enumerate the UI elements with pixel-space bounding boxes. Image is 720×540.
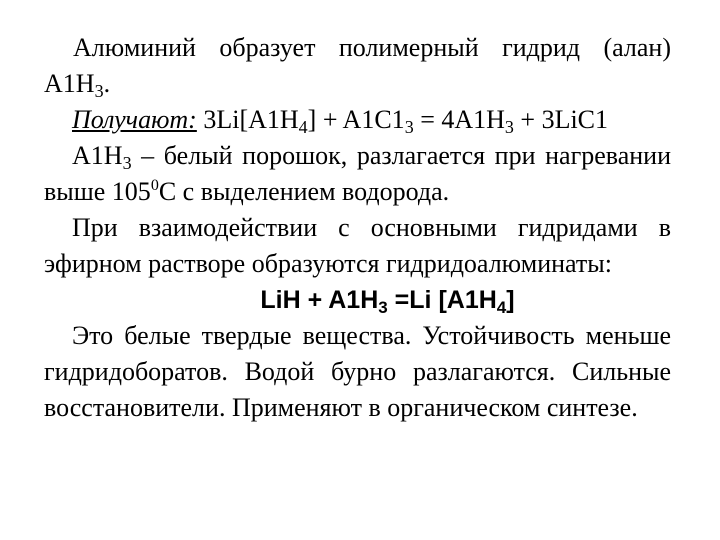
- prep-eq-part-c: = 4A1H: [413, 105, 505, 134]
- slide-content: [44, 30, 671, 426]
- reaction-sub-a: 3: [378, 298, 388, 317]
- paragraph-alan-intro: [44, 30, 671, 102]
- prep-eq-sub-c: 3: [504, 117, 514, 137]
- paragraph-preparation: [44, 102, 671, 138]
- reaction-part-c: ]: [506, 286, 515, 314]
- degree-superscript: 0: [150, 177, 159, 194]
- reaction-equation: [44, 282, 671, 318]
- properties-formula: A1H: [72, 141, 123, 170]
- alan-intro-text: Алюминий образует полимерный гидрид (алан) A1H: [44, 33, 671, 98]
- interaction-text: При взаимодействии с основными гидридами в эфирном растворе образуются гидридоалюминаты:: [44, 213, 671, 278]
- prep-eq-sub-b: 3: [404, 117, 414, 137]
- reaction-sub-b: 4: [496, 298, 507, 317]
- properties-formula-subscript: 3: [122, 153, 132, 173]
- paragraph-properties: [44, 138, 671, 210]
- reaction-part-b: =Li [A1H: [387, 286, 497, 314]
- alan-intro-tail: .: [103, 69, 111, 98]
- prep-eq-sub-a: 4: [298, 117, 308, 137]
- properties-text: – белый порошок, разлагается при нагревании выше 105: [44, 141, 671, 206]
- alan-intro-subscript: 3: [94, 81, 104, 101]
- preparation-label: Получают:: [72, 105, 197, 134]
- prep-eq-part-d: + 3LiC1: [513, 105, 609, 134]
- paragraph-interaction: [44, 210, 671, 282]
- description-text: Это белые твердые вещества. Устойчивость меньше гидридоборатов. Водой бурно разлагаются. Сильные восстановители. Применяют в органическом синтезе.: [44, 321, 671, 422]
- paragraph-description: [44, 318, 671, 426]
- prep-eq-part-a: 3Li[A1H: [196, 105, 299, 134]
- prep-eq-part-b: ] + A1C1: [307, 105, 405, 134]
- properties-tail: С с выделением водорода.: [158, 177, 450, 206]
- reaction-part-a: LiH + A1H: [260, 286, 379, 314]
